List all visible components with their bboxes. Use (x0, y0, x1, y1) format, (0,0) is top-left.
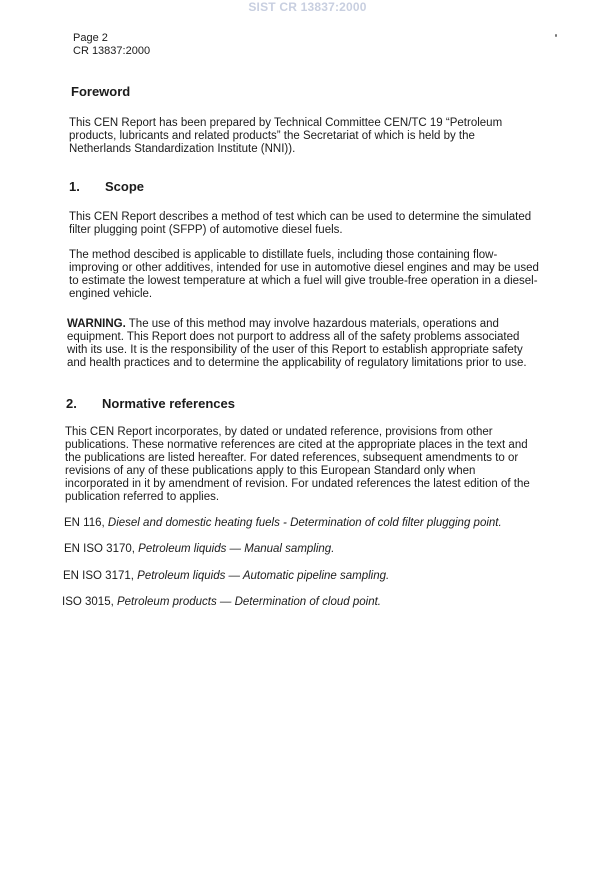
foreword-heading: Foreword (71, 84, 131, 99)
scope-heading (69, 179, 144, 194)
section-title: Normative references (102, 396, 235, 411)
reference-item (64, 543, 334, 555)
text-line: publications. These normative references are cited at the appropriate places in the text and (65, 439, 528, 451)
text-line: Netherlands Standardization Institute (NNI)). (69, 143, 296, 155)
reference-title: Petroleum liquids — Manual sampling. (138, 543, 335, 555)
warning-text: The use of this method may involve hazardous materials, operations and (125, 318, 499, 330)
text-line: to estimate the lowest temperature at which a fuel will give trouble-free operation in a diesel- (69, 275, 538, 287)
text-line (67, 318, 545, 331)
normative-paragraph (65, 426, 543, 504)
text-line: and health practices and to determine the applicability of regulatory limitations prior to use. (67, 357, 527, 369)
document-reference: CR 13837:2000 (73, 45, 151, 57)
reference-title: Diesel and domestic heating fuels - Determination of cold filter plugging point. (107, 517, 502, 529)
text-line: The method descibed is applicable to distillate fuels, including those containing flow- (69, 249, 498, 261)
text-line: the publications are listed hereafter. For dated references, subsequent amendments to or (65, 452, 519, 464)
text-line: This CEN Report describes a method of test which can be used to determine the simulated (69, 211, 532, 223)
scope-paragraph-2 (69, 249, 547, 301)
text-line: with its use. It is the responsibility of the user of this Report to establish appropriate safety (67, 344, 523, 356)
reference-code: EN ISO 3170, (64, 543, 139, 555)
text-line: engined vehicle. (69, 288, 153, 300)
scan-speck (555, 34, 557, 37)
text-line: revisions of any of these publications apply to this European Standard only when (65, 465, 476, 477)
warning-label: WARNING. (67, 318, 126, 330)
text-line: This CEN Report has been prepared by Technical Committee CEN/TC 19 “Petroleum (69, 117, 503, 129)
text-line: products, lubricants and related products” the Secretariat of which is held by the (69, 130, 475, 142)
scope-paragraph-1 (69, 211, 547, 237)
text-line: publication referred to applies. (65, 491, 220, 503)
normative-references-heading (66, 396, 235, 411)
section-number: 1. (69, 179, 80, 194)
warning-paragraph (67, 318, 545, 370)
watermark: SIST CR 13837:2000 (248, 0, 367, 14)
text-line: incorporated in it by amendment of revision. For undated references the latest edition of the (65, 478, 530, 490)
reference-item (63, 570, 389, 582)
reference-item (62, 596, 381, 608)
text-line: This CEN Report incorporates, by dated or undated reference, provisions from other (65, 426, 493, 438)
page-header (73, 32, 150, 58)
text-line: filter plugging point (SFPP) of automotive diesel fuels. (69, 224, 343, 236)
reference-title: Petroleum liquids — Automatic pipeline sampling. (137, 570, 390, 582)
foreword-paragraph (69, 117, 547, 156)
section-title: Scope (105, 179, 145, 194)
text-line: improving or other additives, intended for use in automotive diesel engines and may be used (69, 262, 539, 274)
page-number: Page 2 (73, 32, 108, 44)
reference-code: EN 116, (64, 517, 108, 529)
section-number: 2. (66, 396, 77, 411)
reference-code: EN ISO 3171, (63, 570, 138, 582)
reference-item (64, 517, 502, 529)
reference-title: Petroleum products — Determination of cloud point. (116, 596, 381, 608)
text-line: equipment. This Report does not purport to address all of the safety problems associated (67, 331, 520, 343)
reference-code: ISO 3015, (62, 596, 117, 608)
